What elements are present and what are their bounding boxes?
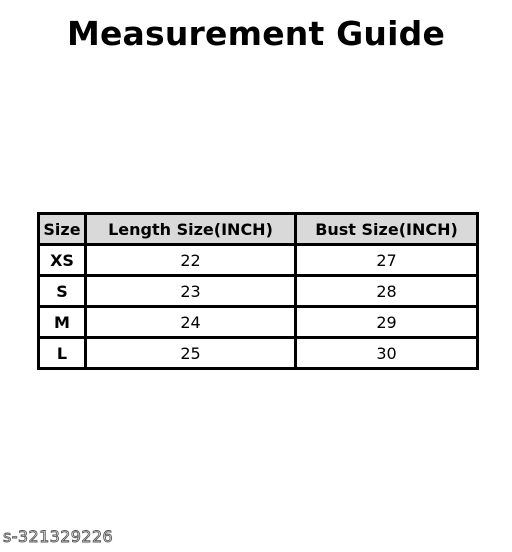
watermark-text: s-321329226 <box>3 527 114 546</box>
size-cell: XS <box>39 245 86 276</box>
table-row <box>39 338 478 369</box>
table-row <box>39 245 478 276</box>
length-cell: 24 <box>86 307 296 338</box>
length-cell: 22 <box>86 245 296 276</box>
length-cell: 23 <box>86 276 296 307</box>
column-header-bust: Bust Size(INCH) <box>296 214 478 245</box>
size-cell: M <box>39 307 86 338</box>
table-row <box>39 307 478 338</box>
column-header-length: Length Size(INCH) <box>86 214 296 245</box>
measurement-table <box>37 212 479 370</box>
size-cell: S <box>39 276 86 307</box>
size-cell: L <box>39 338 86 369</box>
page-title: Measurement Guide <box>66 14 446 53</box>
length-cell: 25 <box>86 338 296 369</box>
bust-cell: 28 <box>296 276 478 307</box>
column-header-size: Size <box>39 214 86 245</box>
bust-cell: 30 <box>296 338 478 369</box>
table-row <box>39 276 478 307</box>
bust-cell: 27 <box>296 245 478 276</box>
table-header-row <box>39 214 478 245</box>
bust-cell: 29 <box>296 307 478 338</box>
